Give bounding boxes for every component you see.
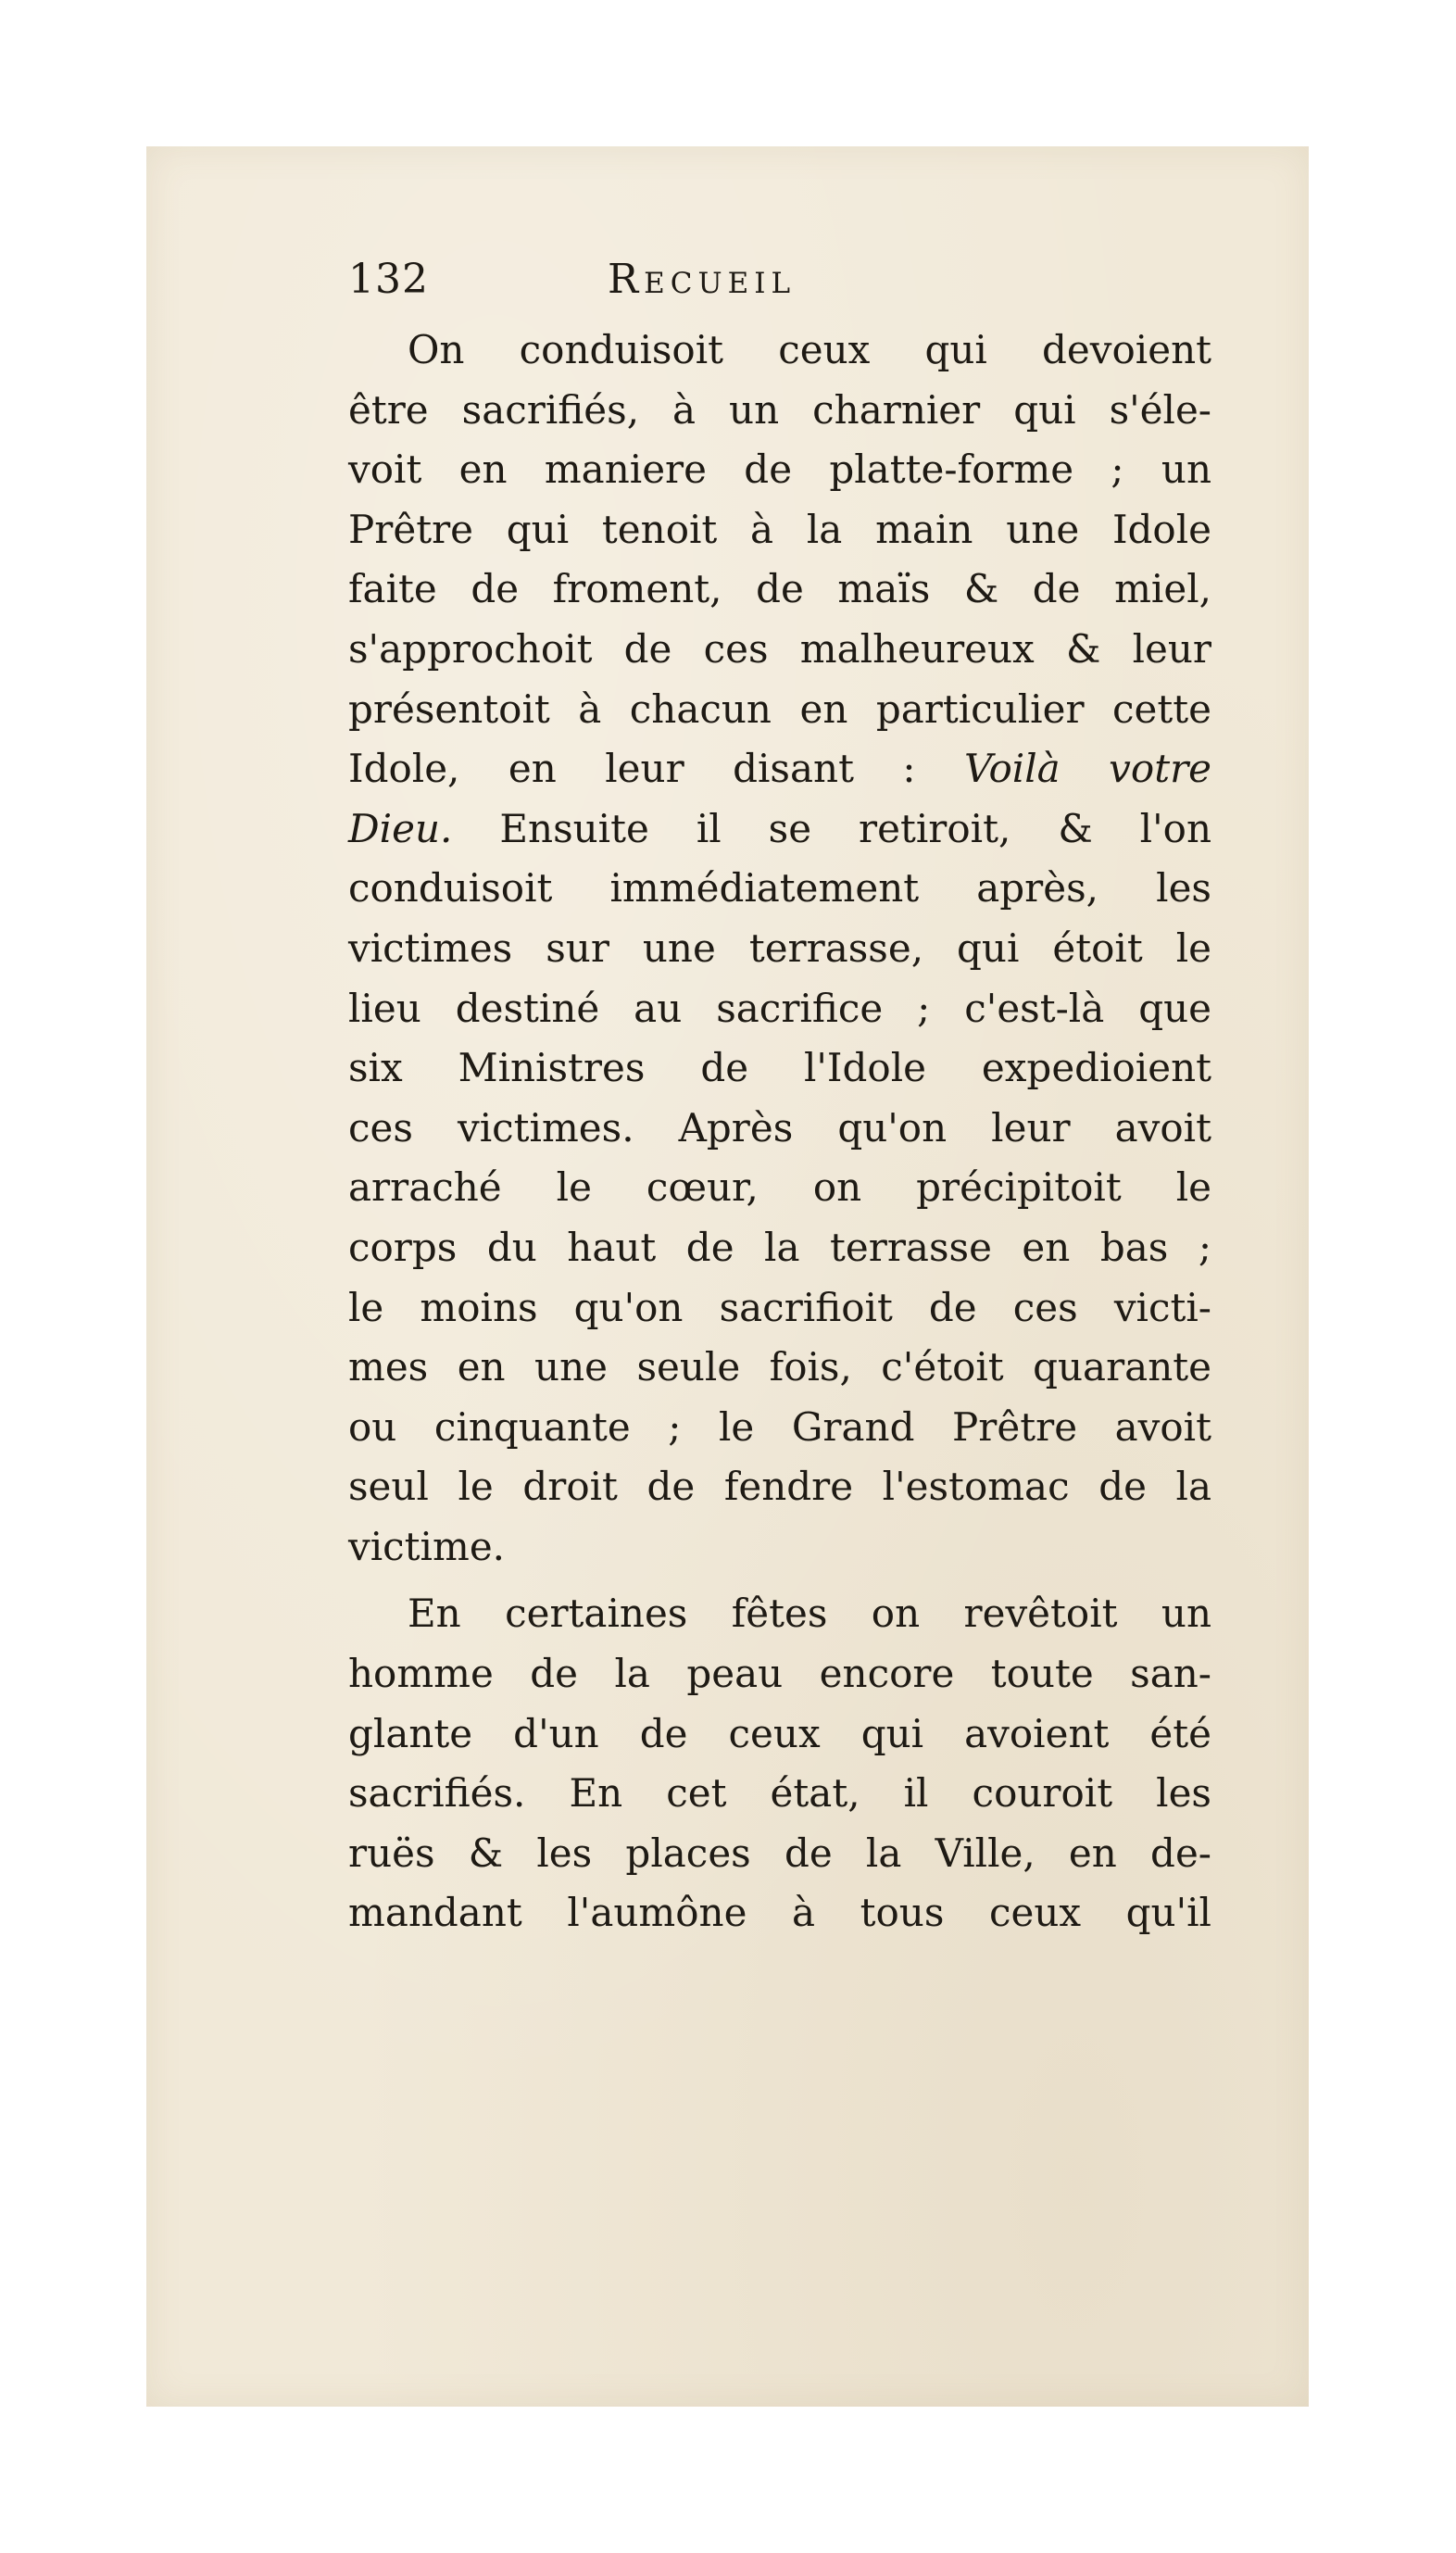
paragraph-2 <box>348 1584 1211 1943</box>
italic-quote: Voilà votre <box>964 746 1212 792</box>
text-line: glante d'un de ceux qui avoient été <box>348 1710 1211 1756</box>
running-title: Recueil <box>608 256 797 303</box>
text-line: ces victimes. Après qu'on leur avoit <box>348 1104 1211 1151</box>
text-block <box>348 256 1211 1943</box>
text-line: voit en maniere de platte-forme ; un <box>348 446 1211 493</box>
text-line: faite de froment, de maïs & de miel, <box>348 566 1211 612</box>
text-line: homme de la peau encore toute san- <box>348 1651 1211 1697</box>
text-line: Prêtre qui tenoit à la main une Idole <box>348 506 1211 552</box>
book-page <box>146 146 1309 2407</box>
text-segment: Idole, en leur disant : <box>348 746 965 792</box>
text-line <box>348 799 1211 860</box>
page-number: 132 <box>348 256 429 303</box>
text-line: ruës & les places de la Ville, en de- <box>348 1830 1211 1876</box>
text-line: mandant l'aumône à tous ceux qu'il <box>348 1890 1211 1936</box>
running-head <box>348 256 1211 321</box>
text-line: seul le droit de fendre l'estomac de la <box>348 1464 1211 1510</box>
text-line: le moins qu'on sacrifioit de ces victi- <box>348 1284 1211 1330</box>
text-line: corps du haut de la terrasse en bas ; <box>348 1224 1211 1270</box>
text-line: arraché le cœur, on précipitoit le <box>348 1164 1211 1211</box>
text-line: sacrifiés. En cet état, il couroit les <box>348 1770 1211 1817</box>
text-line: ou cinquante ; le Grand Prêtre avoit <box>348 1403 1211 1450</box>
text-line: mes en une seule fois, c'étoit quarante <box>348 1344 1211 1390</box>
italic-quote: Dieu. <box>348 805 453 851</box>
text-line: On conduisoit ceux qui devoient <box>408 327 1211 372</box>
text-line: En certaines fêtes on revêtoit un <box>408 1591 1211 1637</box>
text-line: conduisoit immédiatement après, les <box>348 865 1211 912</box>
text-line: lieu destiné au sacrifice ; c'est-là que <box>348 985 1211 1031</box>
text-line: victimes sur une terrasse, qui étoit le <box>348 924 1211 971</box>
text-line: victime. <box>348 1523 506 1569</box>
paragraph-1 <box>348 321 1211 1577</box>
text-line: s'approchoit de ces malheureux & leur <box>348 625 1211 672</box>
text-line: présentoit à chacun en particulier cette <box>348 685 1211 732</box>
text-line: six Ministres de l'Idole expedioient <box>348 1045 1211 1091</box>
text-segment: Ensuite il se retiroit, & l'on <box>452 805 1211 851</box>
text-line <box>348 739 1211 799</box>
text-line: être sacrifiés, à un charnier qui s'éle- <box>348 386 1211 433</box>
